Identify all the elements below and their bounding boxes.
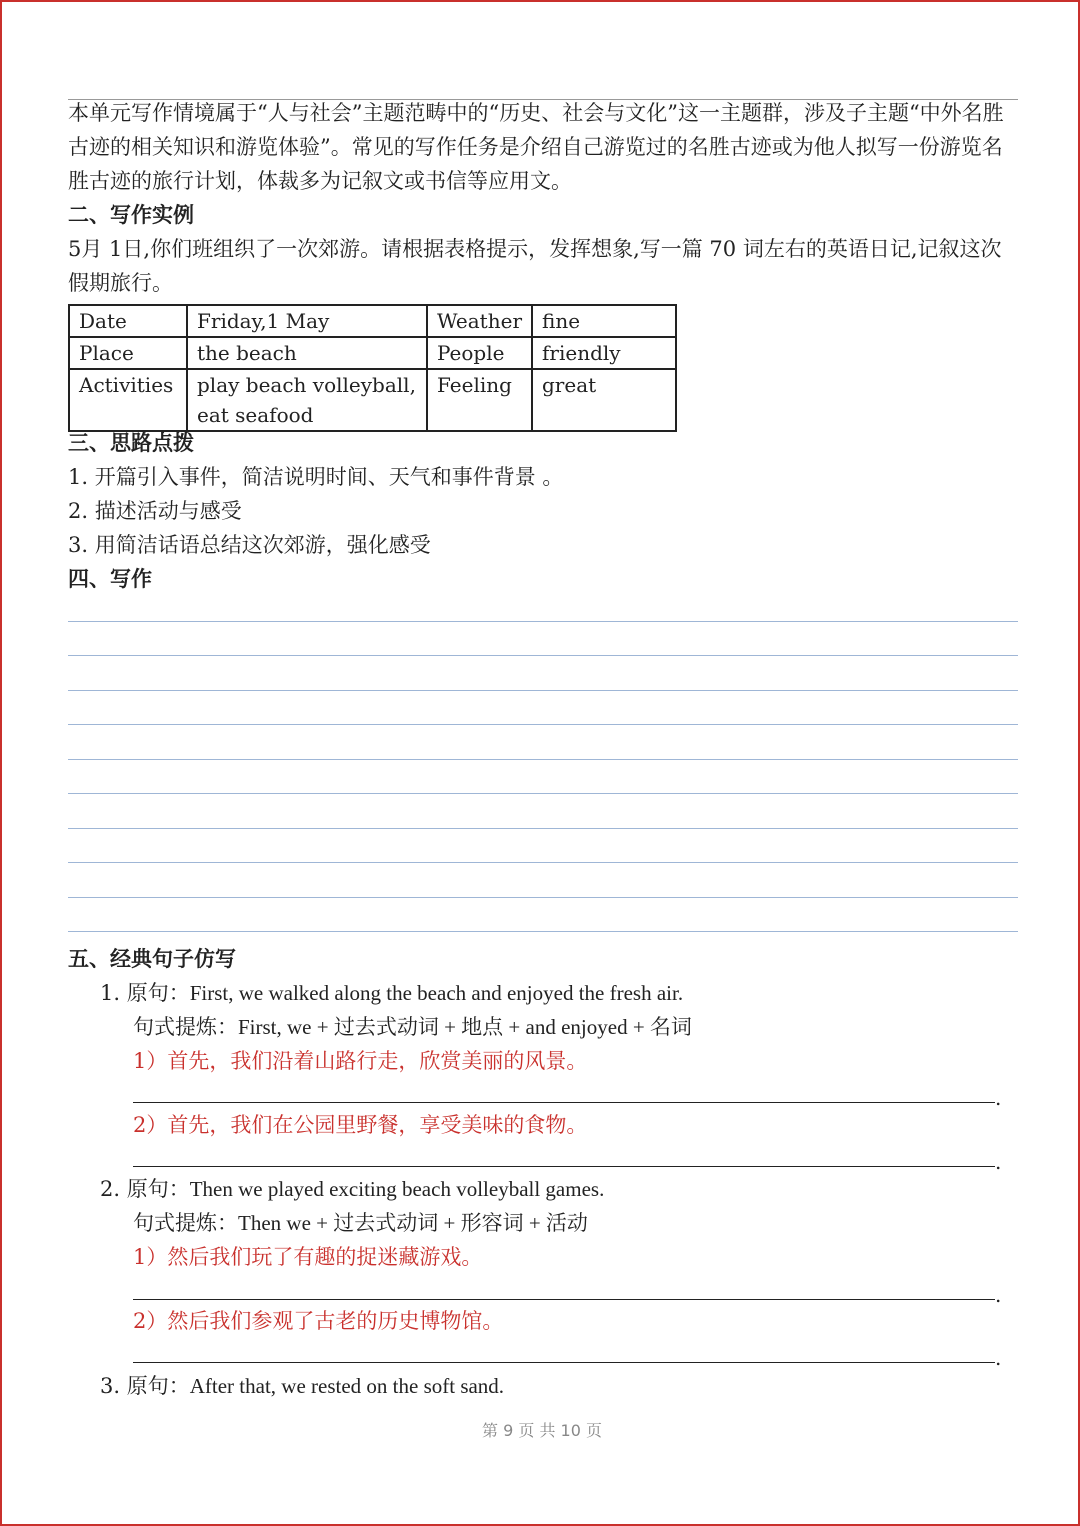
sentence-item-3 bbox=[100, 1369, 504, 1403]
tip-item: 2. 描述活动与感受 bbox=[68, 499, 242, 523]
writing-prompt: 5月 1日,你们班组织了一次郊游。请根据表格提示，发挥想象,写一篇 70 词左右的英语日记,记叙这次假期旅行。 bbox=[68, 237, 1002, 295]
original-sentence: Then we played exciting beach volleyball games. bbox=[189, 1177, 605, 1201]
table-cell: fine bbox=[532, 305, 676, 337]
writing-line bbox=[68, 621, 1018, 622]
original-label: 原句： bbox=[126, 1374, 190, 1398]
answer-period: . bbox=[995, 1150, 1002, 1174]
table-cell: friendly bbox=[532, 337, 676, 369]
table-cell: great bbox=[532, 369, 676, 431]
page-footer: 第 9 页 共 10 页 bbox=[482, 1421, 602, 1440]
table-cell: the beach bbox=[187, 337, 427, 369]
answer-line[interactable] bbox=[133, 1299, 995, 1300]
writing-line bbox=[68, 931, 1018, 932]
original-label: 原句： bbox=[126, 1177, 190, 1201]
writing-line bbox=[68, 897, 1018, 898]
original-label: 原句： bbox=[126, 981, 190, 1005]
writing-line bbox=[68, 828, 1018, 829]
writing-line bbox=[68, 724, 1018, 725]
table-cell: Feeling bbox=[427, 369, 532, 431]
table-row bbox=[69, 305, 676, 337]
answer-line[interactable] bbox=[133, 1166, 995, 1167]
table-cell: Friday,1 May bbox=[187, 305, 427, 337]
table-cell: Weather bbox=[427, 305, 532, 337]
sentence-item-1 bbox=[100, 976, 683, 1010]
sentence-item-2 bbox=[100, 1172, 604, 1206]
intro-paragraph: 本单元写作情境属于“人与社会”主题范畴中的“历史、社会与文化”这一主题群，涉及子主题“中外名胜古迹的相关知识和游览体验”。常见的写作任务是介绍自己游览过的名胜古迹或为他人拟写一份游览名胜古迹的旅行计划，体裁多为记叙文或书信等应用文。 bbox=[68, 101, 1004, 193]
section-2-heading: 二、写作实例 bbox=[68, 202, 194, 227]
exercise-prompt: 2）首先，我们在公园里野餐，享受美味的食物。 bbox=[133, 1113, 588, 1137]
answer-line[interactable] bbox=[133, 1102, 995, 1103]
answer-period: . bbox=[995, 1283, 1002, 1307]
table-row bbox=[69, 369, 676, 431]
pattern-text: Then we + 过去式动词 + 形容词 + 活动 bbox=[238, 1211, 588, 1235]
table-cell: Place bbox=[69, 337, 187, 369]
pattern-label: 句式提炼： bbox=[133, 1015, 238, 1039]
activities-line: eat seafood bbox=[197, 403, 314, 427]
exercise-prompt: 1）首先，我们沿着山路行走，欣赏美丽的风景。 bbox=[133, 1049, 588, 1073]
writing-line bbox=[68, 690, 1018, 691]
exercise-prompt: 2）然后我们参观了古老的历史博物馆。 bbox=[133, 1309, 504, 1333]
writing-line bbox=[68, 793, 1018, 794]
answer-period: . bbox=[995, 1086, 1002, 1110]
table-cell: Date bbox=[69, 305, 187, 337]
section-5-heading: 五、经典句子仿写 bbox=[68, 946, 236, 971]
table-cell: People bbox=[427, 337, 532, 369]
item-number: 2. bbox=[100, 1177, 121, 1201]
answer-period: . bbox=[995, 1346, 1002, 1370]
writing-line bbox=[68, 759, 1018, 760]
section-4-heading: 四、写作 bbox=[68, 566, 152, 591]
table-cell-activities bbox=[187, 369, 427, 431]
item-number: 1. bbox=[100, 981, 121, 1005]
pattern-line bbox=[133, 1206, 588, 1240]
activities-line: play beach volleyball, bbox=[197, 373, 416, 397]
answer-line[interactable] bbox=[133, 1362, 995, 1363]
tip-item: 1. 开篇引入事件，简洁说明时间、天气和事件背景 。 bbox=[68, 465, 564, 489]
table-cell: Activities bbox=[69, 369, 187, 431]
writing-line bbox=[68, 655, 1018, 656]
tip-item: 3. 用简洁话语总结这次郊游，强化感受 bbox=[68, 533, 431, 557]
pattern-line bbox=[133, 1010, 692, 1044]
item-number: 3. bbox=[100, 1374, 121, 1398]
pattern-text: First, we + 过去式动词 + 地点 + and enjoyed + 名词 bbox=[238, 1015, 692, 1039]
pattern-label: 句式提炼： bbox=[133, 1211, 238, 1235]
writing-line bbox=[68, 862, 1018, 863]
original-sentence: After that, we rested on the soft sand. bbox=[189, 1374, 505, 1398]
table-row bbox=[69, 337, 676, 369]
original-sentence: First, we walked along the beach and enjoyed the fresh air. bbox=[189, 981, 684, 1005]
info-table bbox=[68, 304, 677, 432]
exercise-prompt: 1）然后我们玩了有趣的捉迷藏游戏。 bbox=[133, 1245, 483, 1269]
section-3-heading: 三、思路点拨 bbox=[68, 430, 194, 455]
